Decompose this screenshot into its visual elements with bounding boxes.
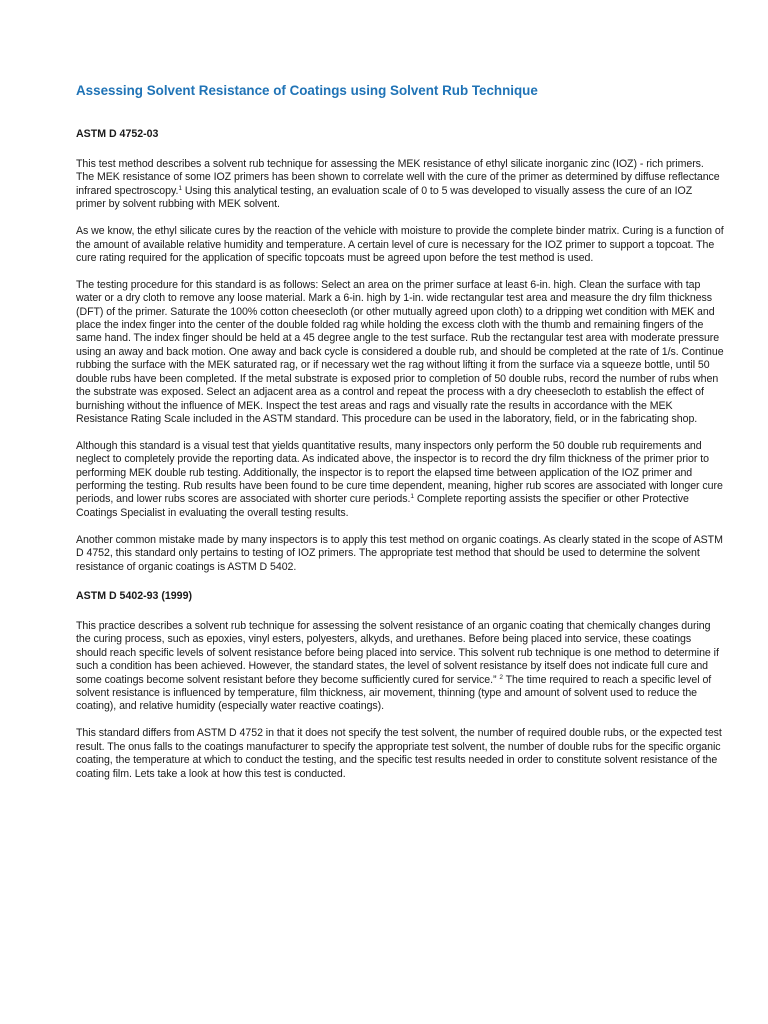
section-heading: ASTM D 5402-93 (1999): [76, 589, 192, 602]
section-astm-d5402: [76, 590, 724, 781]
paragraph-text: Although this standard is a visual test that yields quantitative results, many inspectors only perform the 50 double rub requirements and neglect to completely provide the reporting data. As indicated above, the inspector is to record the dry film thickness of the primer prior to performing MEK double rub testing. Additionally, the inspector is to report the elapsed time between application of the IOZ primer and performing the testing. Rub results have been found to be cure time dependent, meaning, higher rub scores are associated with longer cure periods, and lower rubs scores are associated with shorter cure periods.: [76, 439, 723, 506]
footnote-ref: 1: [410, 493, 414, 501]
paragraph: [76, 727, 724, 781]
document-page: [76, 82, 724, 794]
paragraph-text: The time required to reach a specific level of solvent resistance is influenced by temperature, film thickness, air movement, thinning (type and amount of solvent used to reduce the coating), and relative humidity (especially water reactive coatings).: [76, 673, 712, 713]
section-astm-d4752: [76, 128, 724, 574]
paragraph-text: As we know, the ethyl silicate cures by the reaction of the vehicle with moisture to provide the complete binder matrix. Curing is a function of the amount of available relative humidity and temperature. A certain level of cure is necessary for the IOZ primer to support a topcoat. The cure rating required for the application of specific topcoats must be agreed upon before the test method is used.: [76, 225, 724, 264]
paragraph: [76, 279, 724, 426]
paragraph: [76, 158, 724, 212]
paragraph-text: Complete reporting assists the specifier or other Protective Coatings Specialist in evaluating the overall testing results.: [76, 493, 689, 519]
paragraph: [76, 534, 724, 574]
paragraph-text: This standard differs from ASTM D 4752 in that it does not specify the test solvent, the number of required double rubs, or the expected test result. The onus falls to the coatings manufacturer to specify the appropriate test solvent, the number of double rubs for the specific organic coating, the temperature at which to conduct the testing, and the specific test results needed in order to constitute solvent resistance of the coating film. Lets take a look at how this test is conducted.: [76, 727, 722, 780]
paragraph-text: Using this analytical testing, an evaluation scale of 0 to 5 was developed to visually assess the cure of an IOZ primer by solvent rubbing with MEK solvent.: [76, 184, 693, 211]
paragraph: [76, 225, 724, 265]
paragraph: [76, 620, 724, 714]
paragraph-text: This test method describes a solvent rub technique for assessing the MEK resistance of ethyl silicate inorganic zinc (IOZ) - rich primers. The MEK resistance of some IOZ primers has been shown to correlate well with the cure of the primer as determined by diffuse reflectance infrared spectroscopy.: [76, 158, 720, 197]
paragraph-text: The testing procedure for this standard is as follows: Select an area on the primer surface at least 6-in. high. Clean the surface with tap water or a dry cloth to remove any loose material. Mark a 6-in. high by 1-in. wide rectangular test area and measure the dry film thickness (DFT) of the primer. Saturate the 100% cotton cheesecloth (or other mutually agreed upon cloth) to a dripping wet condition with MEK and place the index finger into the center of the double folded rag while holding the excess cloth with the thumb and remaining fingers of the same hand. The index finger should be held at a 45 degree angle to the test surface. Rub the rectangular test area with moderate pressure using an away and back motion. One away and back cycle is considered a double rub, and should be completed at the rate of 1/s. Continue rubbing the surface with the MEK saturated rag, or if necessary wet the rag without lifting it from the surface via a squeeze bottle, until 50 double rubs have been completed. If the metal substrate is exposed prior to completion of 50 double rubs, record the number of rubs when the substrate was exposed. Select an adjacent area as a control and repeat the process with a dry cheesecloth to establish the effect of burnishing without the influence of MEK. Inspect the test areas and rags and visually rate the results in accordance with the MEK Resistance Rating Scale included in the ASTM standard. This procedure can be used in the laboratory, field, or in the fabricating shop.: [76, 278, 724, 425]
paragraph: [76, 440, 724, 520]
paragraph-text: This practice describes a solvent rub technique for assessing the solvent resistance of an organic coating that chemically changes during the curing process, such as epoxies, vinyl esters, polyesters, alkyds, and urethanes. Before being placed into service, these coatings should reach specific levels of solvent resistance before being placed into service. This solvent rub technique is one method to determine if such a condition has been achieved. However, the standard states, the level of solvent resistance by itself does not indicate full cure and some coatings become solvent resistant before they become sufficiently cured for service.”: [76, 619, 719, 686]
footnote-ref: 1: [178, 184, 182, 192]
section-heading: ASTM D 4752-03: [76, 128, 159, 140]
document-title: Assessing Solvent Resistance of Coatings using Solvent Rub Technique: [76, 83, 538, 98]
paragraph-text: Another common mistake made by many inspectors is to apply this test method on organic coatings. As clearly stated in the scope of ASTM D 4752, this standard only pertains to testing of IOZ primers. The appropriate test method that should be used to determine the solvent resistance of organic coatings is ASTM D 5402.: [76, 533, 723, 573]
footnote-ref: 2: [499, 673, 503, 681]
